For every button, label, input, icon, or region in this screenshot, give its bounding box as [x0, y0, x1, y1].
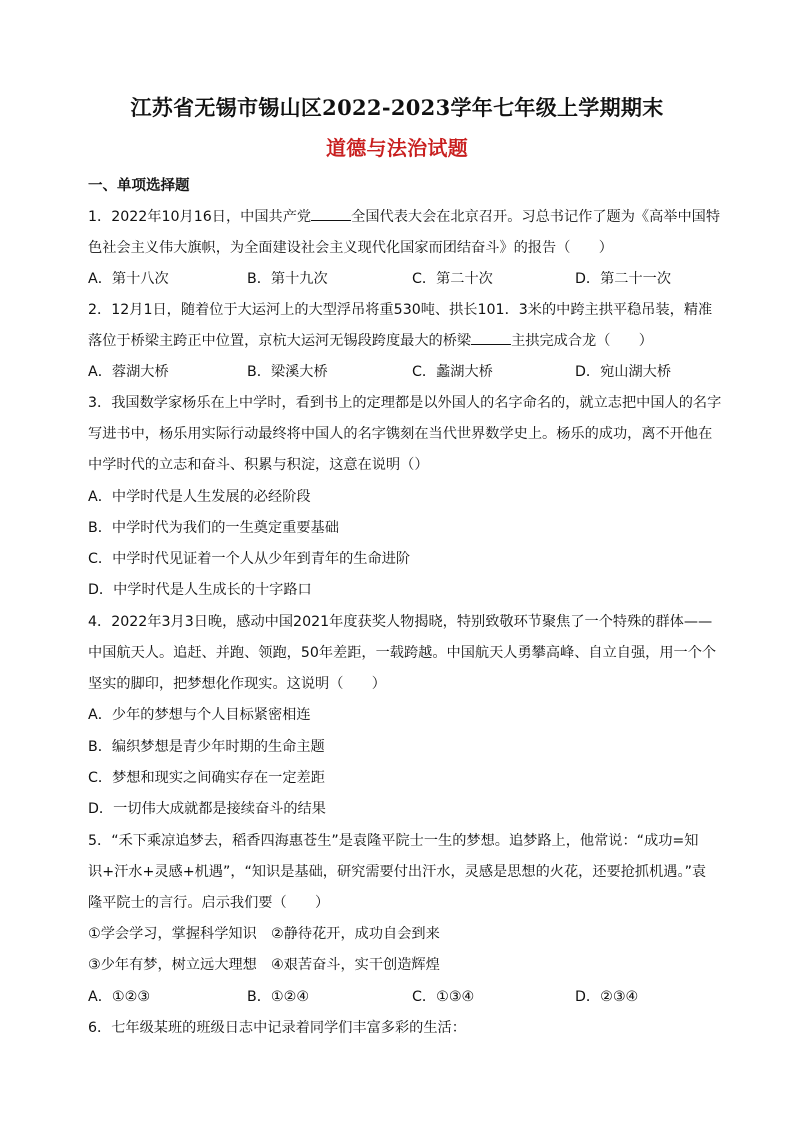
q2-option-a: A．蓉湖大桥 — [88, 364, 169, 380]
q4-option-c: C．梦想和现实之间确实存在一定差距 — [88, 770, 325, 786]
q1-option-a: A．第十八次 — [88, 271, 169, 287]
q2-text-part-b: 主拱完成合龙（ ） — [511, 333, 653, 349]
q1-option-c: C．第二十次 — [412, 271, 493, 287]
q5-line-1: 5．“禾下乘凉追梦去，稻香四海惠苍生”是袁隆平院士一生的梦想。追梦路上，他常说：“成功=知 — [88, 833, 699, 849]
q6-line-1: 6．七年级某班的班级日志中记录着同学们丰富多彩的生活： — [88, 1020, 466, 1036]
q4-line-2: 中国航天人。追赶、并跑、领跑，50年差距，一载跨越。中国航天人勇攀高峰、自立自强，用一个个 — [88, 645, 717, 661]
q3-option-c: C．中学时代见证着一个人从少年到青年的生命进阶 — [88, 551, 411, 567]
q2-option-b: B．梁溪大桥 — [247, 364, 328, 380]
q2-answer-blank — [471, 332, 511, 345]
q4-option-d: D．一切伟大成就都是接续奋斗的结果 — [88, 801, 326, 817]
q5-statements-1: ①学会学习，掌握科学知识 ②静待花开，成功自会到来 — [88, 926, 440, 942]
q4-line-1: 4．2022年3月3日晚，感动中国2021年度获奖人物揭晓，特别致敬环节聚焦了一个特殊的群体—— — [88, 614, 713, 630]
q5-option-c: C．①③④ — [412, 989, 475, 1005]
q4-option-a: A．少年的梦想与个人目标紧密相连 — [88, 707, 311, 723]
q3-option-d: D．中学时代是人生成长的十字路口 — [88, 582, 312, 598]
q5-option-b: B．①②④ — [247, 989, 310, 1005]
q1-answer-blank — [311, 208, 351, 221]
q1-option-b: B．第十九次 — [247, 271, 328, 287]
q4-option-b: B．编织梦想是青少年时期的生命主题 — [88, 739, 325, 755]
q3-option-a: A．中学时代是人生发展的必经阶段 — [88, 489, 311, 505]
q2-option-c: C．蠡湖大桥 — [412, 364, 493, 380]
q1-line-1 — [88, 206, 721, 226]
q5-line-2: 识+汗水+灵感+机遇”，“知识是基础，研究需要付出汗水，灵感是思想的火花，还要抢抓机遇。”袁 — [88, 864, 707, 880]
q3-line-2: 写进书中，杨乐用实际行动最终将中国人的名字镌刻在当代世界数学史上。杨乐的成功，离不开他在 — [88, 426, 713, 442]
page-title: 江苏省无锡市锡山区2022-2023学年七年级上学期期末 — [130, 95, 664, 120]
q5-statements-2: ③少年有梦，树立远大理想 ④艰苦奋斗，实干创造辉煌 — [88, 957, 440, 973]
q5-line-3: 隆平院士的言行。启示我们要（ ） — [88, 895, 330, 911]
page-subtitle: 道德与法治试题 — [325, 136, 469, 160]
q1-line-2: 色社会主义伟大旗帜，为全面建设社会主义现代化国家而团结奋斗》的报告（ ） — [88, 240, 613, 256]
q4-line-3: 坚实的脚印，把梦想化作现实。这说明（ ） — [88, 676, 386, 692]
q2-option-d: D．宛山湖大桥 — [575, 364, 672, 380]
q2-text-part-a: 落位于桥梁主跨正中位置，京杭大运河无锡段跨度最大的桥梁 — [88, 333, 472, 349]
q1-text-part-b: 全国代表大会在北京召开。习总书记作了题为《高举中国特 — [351, 209, 721, 225]
q3-option-b: B．中学时代为我们的一生奠定重要基础 — [88, 520, 339, 536]
q3-line-3: 中学时代的立志和奋斗、积累与积淀，这意在说明（） — [88, 457, 429, 473]
q1-option-d: D．第二十一次 — [575, 271, 672, 287]
q5-option-d: D．②③④ — [575, 989, 639, 1005]
section-heading: 一、单项选择题 — [88, 178, 190, 194]
q1-text-part-a: 1．2022年10月16日，中国共产党 — [88, 209, 312, 225]
q2-line-1: 2．12月1日，随着位于大运河上的大型浮吊将重530吨、拱长101．3米的中跨主拱平稳吊装，精准 — [88, 302, 713, 318]
q2-line-2 — [88, 330, 713, 350]
q5-option-a: A．①②③ — [88, 989, 151, 1005]
q3-line-1: 3．我国数学家杨乐在上中学时，看到书上的定理都是以外国人的名字命名的，就立志把中国人的名字 — [88, 395, 722, 411]
